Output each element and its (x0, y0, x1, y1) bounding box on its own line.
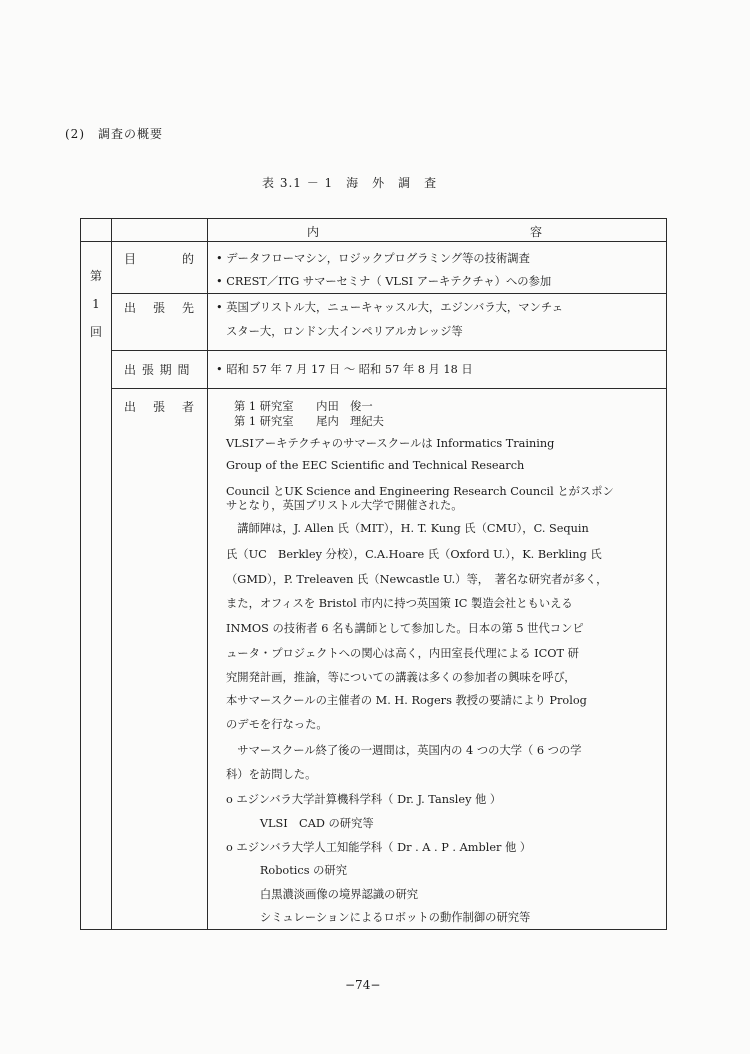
body-line: 科）を訪問した。 (226, 768, 317, 781)
body-line: 究開発計画，推論，等についての講義は多くの参加者の興味を呼び， (226, 671, 576, 684)
table-row-rule (111, 388, 667, 389)
purpose-label-char: 目 (124, 252, 137, 266)
body-line: シミュレーションによるロボットの動作制御の研究等 (226, 911, 531, 924)
body-line: Group of the EEC Scientific and Technical Research (226, 459, 525, 472)
travelers-label-char: 張 (152, 400, 165, 414)
body-line: Robotics の研究 (226, 864, 347, 877)
destination-label-char: 出 (124, 301, 137, 315)
body-line: のデモを行なった。 (226, 718, 328, 731)
header-naiyou-2: 容 (530, 225, 543, 239)
table-col-divider (111, 218, 112, 930)
purpose-label (124, 250, 194, 267)
body-line: また，オフィスを Bristol 市内に持つ英国策 IC 製造会社ともいえる (226, 597, 573, 610)
body-line: o エジンバラ大学計算機科学科（ Dr. J. Tansley 他 ） (226, 793, 502, 806)
body-line: （GMD），P. Treleaven 氏（Newcastle U.）等， 著名な研究者が多く， (226, 573, 608, 586)
round-char: 第 (89, 269, 102, 283)
traveler-name: 第 1 研究室 尾内 理紀夫 (234, 415, 384, 428)
round-char: 1 (92, 297, 100, 311)
traveler-name: 第 1 研究室 内田 俊一 (234, 400, 373, 413)
header-naiyou-1: 内 (307, 225, 320, 239)
body-line: サとなり，英国ブリストル大学で開催された。 (226, 499, 463, 512)
body-line: Council とUK Science and Engineering Research Council とがスポン (226, 485, 614, 498)
body-line: 本サマースクールの主催者の M. H. Rogers 教授の要請により Prolog (226, 694, 587, 707)
table-right-border (666, 218, 667, 930)
destination-label-char: 先 (181, 301, 194, 315)
body-line: o エジンバラ大学人工知能学科（ Dr . A . P . Ambler 他 ） (226, 841, 532, 854)
section-heading: (2) 調査の概要 (65, 127, 163, 141)
table-top-border (80, 218, 667, 219)
period-label: 出 張 期 間 (124, 363, 191, 377)
table-row-rule (111, 293, 667, 294)
travelers-label-char: 出 (124, 400, 137, 414)
body-line: 講師陣は，J. Allen 氏（MIT），H. T. Kung 氏（CMU），C. Sequin (226, 522, 589, 535)
body-line: VLSIアーキテクチャのサマースクールは Informatics Training (226, 437, 555, 450)
table-header-rule (80, 241, 667, 242)
destination-label-char: 張 (152, 301, 165, 315)
destination-line: • 英国ブリストル大，ニューキャッスル大，エジンバラ大，マンチェ (216, 301, 564, 314)
travelers-label-char: 者 (181, 400, 194, 414)
table-left-border (80, 218, 81, 930)
table-bottom-border (80, 929, 667, 930)
round-char: 回 (89, 325, 102, 339)
body-line: ュータ・プロジェクトへの関心は高く，内田室長代理による ICOT 研 (226, 647, 579, 660)
page-number: −74− (345, 978, 381, 992)
travelers-label (124, 398, 194, 415)
purpose-line: • CREST／ITG サマーセミナ（ VLSI アーキテクチャ）への参加 (216, 275, 552, 288)
body-line: INMOS の技術者 6 名も講師として参加した。日本の第 5 世代コンピ (226, 622, 584, 635)
round-label (88, 262, 104, 346)
body-line: サマースクール終了後の一週間は，英国内の 4 つの大学（ 6 つの学 (226, 744, 582, 757)
purpose-label-char: 的 (181, 252, 194, 266)
destination-line: スター大，ロンドン大インペリアルカレッジ等 (226, 325, 463, 338)
period-line: • 昭和 57 年 7 月 17 日 ～ 昭和 57 年 8 月 18 日 (216, 363, 473, 376)
body-line: 白黒濃淡画像の境界認識の研究 (226, 888, 419, 901)
destination-label (124, 299, 194, 316)
body-line: VLSI CAD の研究等 (226, 817, 374, 830)
table-row-rule (111, 350, 667, 351)
body-line: 氏（UC Berkley 分校），C.A.Hoare 氏（Oxford U.），K. Berkling 氏 (226, 548, 602, 561)
purpose-line: • データフローマシン，ロジックプログラミング等の技術調査 (216, 252, 530, 265)
table-caption: 表 3.1 － 1 海 外 調 査 (262, 176, 438, 190)
table-col-divider (207, 218, 208, 930)
